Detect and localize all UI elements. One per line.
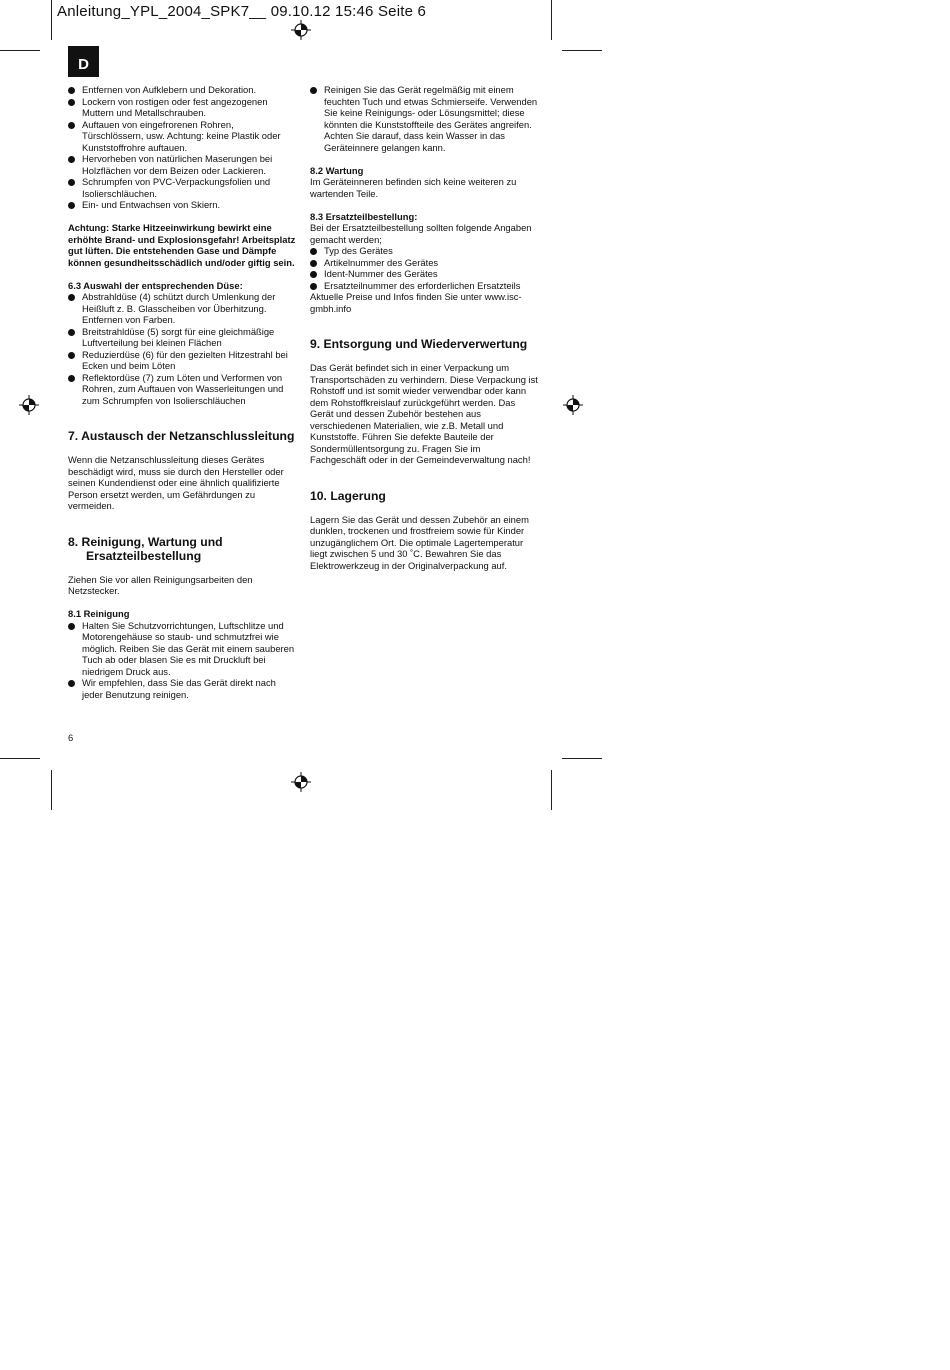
- section-9-text: Das Gerät befindet sich in einer Verpackung um Transportschäden zu verhindern. Diese Verpackung ist Rohstoff und ist somit wieder verwendbar oder kann dem Rohstoffkreislauf zurückgeführt werden. Das Gerät und dessen Zubehör bestehen aus verschiedenen Materialien, wie z.B. Metall und Kunststoffe. Führen Sie defekte Bauteile der Sondermüllentsorgung zu. Fragen Sie im Fachgeschäft oder in der Gemeindeverwaltung nach!: [310, 362, 538, 465]
- crop-mark: [562, 758, 602, 759]
- crop-mark: [0, 758, 40, 759]
- section-9-heading: 9. Entsorgung und Wiederverwertung: [310, 337, 528, 351]
- list-item: Schrumpfen von PVC-Verpackungsfolien und Isolierschläuchen.: [68, 176, 296, 199]
- section-8-2-text: Im Geräteinneren befinden sich keine weiteren zu wartenden Teile.: [310, 176, 517, 199]
- bullet-icon: [68, 179, 75, 186]
- registration-mark-icon: [291, 772, 311, 792]
- page-number: 6: [68, 732, 74, 743]
- bullet-icon: [68, 329, 75, 336]
- section-10-heading: 10. Lagerung: [310, 488, 386, 503]
- warning-text: Achtung: Starke Hitzeeinwirkung bewirkt eine erhöhte Brand- und Explosionsgefahr! Arbeitsplatz gut lüften. Die entstehenden Gase und Dämpfe können gesundheitsschädlich und/oder giftig sein.: [68, 222, 296, 268]
- list-item: Artikelnummer des Gerätes: [310, 257, 538, 269]
- registration-mark-icon: [291, 20, 311, 40]
- bullet-icon: [68, 202, 75, 209]
- section-8-3-heading: 8.3 Ersatzteilbestellung:: [310, 210, 418, 222]
- crop-mark: [551, 770, 552, 810]
- crop-mark: [51, 770, 52, 810]
- bullet-icon: [68, 680, 75, 687]
- left-column: [68, 84, 296, 700]
- bullet-icon: [68, 122, 75, 129]
- bullet-icon: [68, 352, 75, 359]
- bullet-icon: [310, 260, 317, 267]
- section-10-text: Lagern Sie das Gerät und dessen Zubehör an einem dunklen, trockenen und frostfreiem sowie für Kinder unzugänglichem Ort. Die optimale Lagertemperatur liegt zwischen 5 und 30 ˚C. Bewahren Sie das Elektrowerkzeug in der Originalverpackung auf.: [310, 513, 529, 571]
- list-item: Auftauen von eingefrorenen Rohren, Türschlössern, usw. Achtung: keine Plastik oder Kunststoffrohre auftauen.: [68, 119, 296, 154]
- section-8-heading: 8. Reinigung, Wartung und: [68, 534, 223, 549]
- list-item: Entfernen von Aufklebern und Dekoration.: [68, 84, 296, 96]
- registration-mark-icon: [563, 395, 583, 415]
- section-8-text: Ziehen Sie vor allen Reinigungsarbeiten den Netzstecker.: [68, 573, 253, 596]
- list-item: Reinigen Sie das Gerät regelmäßig mit einem feuchten Tuch und etwas Schmierseife. Verwenden Sie keine Reinigungs- oder Lösungsmittel; diese könnten die Kunststoffteile des Gerätes angreifen. Achten Sie darauf, dass kein Wasser in das Geräteinnere gelangen kann.: [310, 84, 538, 153]
- crop-mark: [562, 50, 602, 51]
- list-item: Ident-Nummer des Gerätes: [310, 268, 538, 280]
- bullet-icon: [68, 294, 75, 301]
- section-8-3-info: Aktuelle Preise und Infos finden Sie unter www.isc-gmbh.info: [310, 291, 522, 314]
- list-item: Breitstrahldüse (5) sorgt für eine gleichmäßige Luftverteilung bei kleinen Flächen: [68, 326, 296, 349]
- registration-mark-icon: [19, 395, 39, 415]
- section-8-heading-line-2: Ersatzteilbestellung: [86, 548, 202, 563]
- bullet-icon: [310, 87, 317, 94]
- right-column: [310, 84, 538, 571]
- list-item: Hervorheben von natürlichen Maserungen bei Holzflächen vor dem Beizen oder Lackieren.: [68, 153, 296, 176]
- list-item: Reduzierdüse (6) für den gezielten Hitzestrahl bei Ecken und beim Löten: [68, 349, 296, 372]
- bullet-icon: [68, 375, 75, 382]
- list-item: Wir empfehlen, dass Sie das Gerät direkt nach jeder Benutzung reinigen.: [68, 677, 296, 700]
- list-item: Lockern von rostigen oder fest angezogenen Muttern und Metallschrauben.: [68, 96, 296, 119]
- bullet-icon: [310, 283, 317, 290]
- bullet-icon: [68, 87, 75, 94]
- bullet-icon: [68, 623, 75, 630]
- section-7-text: Wenn die Netzanschlussleitung dieses Gerätes beschädigt wird, muss sie durch den Hersteller oder seinen Kundendienst oder eine ähnlich qualifizierte Person ersetzt werden, um Gefährdungen zu vermeiden.: [68, 454, 284, 511]
- list-item: Halten Sie Schutzvorrichtungen, Luftschlitze und Motorengehäuse so staub- und schmutzfrei wie möglich. Reiben Sie das Gerät mit einem sauberen Tuch ab oder blasen Sie es mit Druckluft bei niedrigem Druck aus.: [68, 620, 296, 678]
- crop-mark: [551, 0, 552, 40]
- section-7-heading: 7. Austausch der Netzanschlussleitung: [68, 429, 295, 443]
- bullet-icon: [310, 271, 317, 278]
- list-item: Abstrahldüse (4) schützt durch Umlenkung der Heißluft z. B. Glasscheiben vor Überhitzung. Entfernen von Farben.: [68, 291, 296, 326]
- crop-mark: [51, 0, 52, 40]
- bullet-icon: [68, 156, 75, 163]
- bullet-icon: [68, 99, 75, 106]
- print-slug-header: Anleitung_YPL_2004_SPK7__ 09.10.12 15:46 Seite 6: [57, 3, 427, 20]
- section-8-1-heading: 8.1 Reinigung: [68, 608, 130, 619]
- list-item: Ersatzteilnummer des erforderlichen Ersatzteils: [310, 280, 538, 292]
- list-item: Ein- und Entwachsen von Skiern.: [68, 199, 296, 211]
- section-8-3-text: Bei der Ersatzteilbestellung sollten folgende Angaben gemacht werden;: [310, 222, 532, 245]
- section-8-2-heading: 8.2 Wartung: [310, 164, 364, 176]
- section-6-3-heading: 6.3 Auswahl der entsprechenden Düse:: [68, 279, 243, 291]
- list-item: Reflektordüse (7) zum Löten und Verformen von Rohren, zum Auftauen von Wasserleitungen und zum Schrumpfen von Isolierschläuchen: [68, 372, 296, 407]
- bullet-icon: [310, 248, 317, 255]
- language-badge: D: [68, 46, 99, 77]
- list-item: Typ des Gerätes: [310, 245, 538, 257]
- crop-mark: [0, 50, 40, 51]
